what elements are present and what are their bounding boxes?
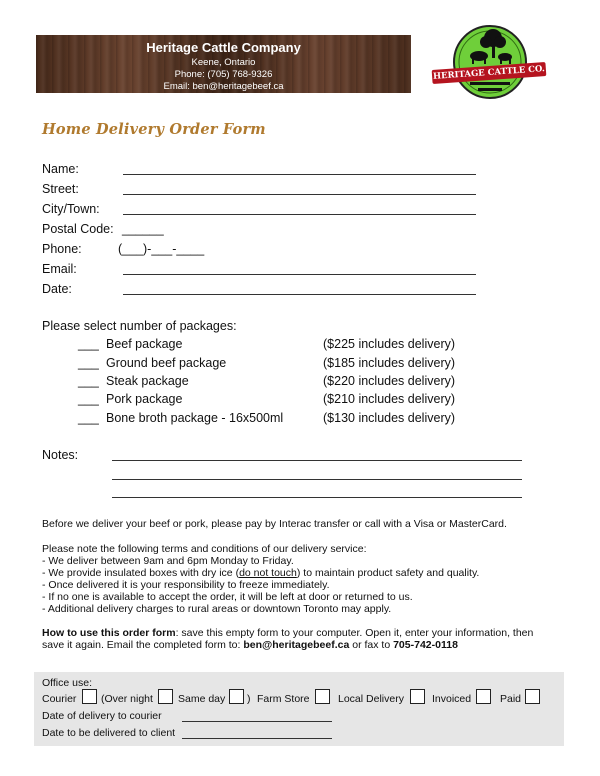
notes-line-1[interactable]: [112, 460, 522, 461]
do-not-touch-note: do not touch: [239, 567, 297, 579]
package-name: Steak package: [106, 374, 189, 388]
close-paren: ): [247, 693, 251, 705]
package-name: Beef package: [106, 337, 183, 351]
city-field[interactable]: [123, 214, 476, 215]
same-day-label: Same day: [178, 693, 226, 705]
courier-label: Courier: [42, 693, 77, 705]
paid-checkbox[interactable]: [525, 689, 540, 704]
package-price: ($225 includes delivery): [323, 337, 456, 351]
postal-code-field[interactable]: ______: [122, 222, 164, 236]
terms-item: [42, 567, 572, 579]
payment-note: Before we deliver your beef or pork, please pay by Interac transfer or call with a Visa or MasterCard.: [42, 518, 507, 530]
howto-email[interactable]: ben@heritagebeef.ca: [243, 639, 350, 651]
courier-checkbox[interactable]: [82, 689, 97, 704]
form-title: Home Delivery Order Form: [42, 121, 266, 138]
email-field[interactable]: [123, 274, 476, 275]
package-quantity-pork[interactable]: ___: [78, 392, 99, 406]
howto-lead: How to use this order form: [42, 627, 176, 639]
package-name: Pork package: [106, 392, 183, 406]
date-label: Date:: [42, 282, 72, 296]
packages-heading: Please select number of packages:: [42, 319, 237, 333]
name-label: Name:: [42, 162, 79, 176]
howto-instructions: [42, 627, 552, 651]
company-name: Heritage Cattle Company: [146, 40, 301, 55]
package-price: ($220 includes delivery): [323, 374, 456, 388]
client-date-field[interactable]: [182, 738, 332, 739]
company-phone: Phone: (705) 768-9326: [174, 69, 273, 80]
header-banner: [36, 35, 411, 93]
street-field[interactable]: [123, 194, 476, 195]
howto-fax: 705-742-0118: [393, 639, 458, 651]
local-delivery-checkbox[interactable]: [410, 689, 425, 704]
notes-line-2[interactable]: [112, 479, 522, 480]
package-name: Ground beef package: [106, 356, 227, 370]
notes-label: Notes:: [42, 448, 79, 462]
client-date-label: Date to be delivered to client: [42, 727, 176, 739]
howto-mid: or fax to: [349, 639, 394, 651]
logo-wordmark: HERITAGE CATTLE CO.: [432, 62, 547, 84]
package-quantity-steak[interactable]: ___: [78, 374, 99, 388]
package-quantity-beef[interactable]: ___: [78, 337, 99, 351]
overnight-checkbox[interactable]: [158, 689, 173, 704]
local-delivery-label: Local Delivery: [338, 693, 404, 705]
company-location: Keene, Ontario: [191, 57, 256, 68]
howto-text: : save this empty form to your computer. Open it, enter your information, then save it again. Email the completed form to:: [42, 627, 534, 651]
overnight-label: (Over night: [101, 693, 153, 705]
courier-date-field[interactable]: [182, 721, 332, 722]
company-email: Email: ben@heritagebeef.ca: [163, 81, 284, 92]
package-price: ($185 includes delivery): [323, 356, 456, 370]
invoiced-label: Invoiced: [432, 693, 472, 705]
terms-item: - Once delivered it is your responsibility to freeze immediately.: [42, 579, 330, 591]
phone-label: Phone:: [42, 242, 82, 256]
paid-label: Paid: [500, 693, 522, 705]
terms-item-text: - We provide insulated boxes with dry ice (: [42, 567, 240, 579]
company-logo: [430, 24, 550, 104]
name-field[interactable]: [123, 174, 476, 175]
date-field[interactable]: [123, 294, 476, 295]
terms-item: - If no one is available to accept the order, it will be left at door or returned to us.: [42, 591, 413, 603]
city-label: City/Town:: [42, 202, 100, 216]
terms-intro: Please note the following terms and conditions of our delivery service:: [42, 543, 367, 555]
terms-item: - We deliver between 9am and 6pm Monday to Friday.: [42, 555, 294, 567]
notes-line-3[interactable]: [112, 497, 522, 498]
farm-store-checkbox[interactable]: [315, 689, 330, 704]
office-use-heading: Office use:: [42, 677, 92, 689]
package-price: ($130 includes delivery): [323, 411, 456, 425]
invoiced-checkbox[interactable]: [476, 689, 491, 704]
street-label: Street:: [42, 182, 79, 196]
farm-store-label: Farm Store: [257, 693, 310, 705]
postal-code-label: Postal Code:: [42, 222, 114, 236]
terms-item-text: ) to maintain product safety and quality.: [296, 567, 480, 579]
package-price: ($210 includes delivery): [323, 392, 456, 406]
package-quantity-ground-beef[interactable]: ___: [78, 356, 99, 370]
package-quantity-bone-broth[interactable]: ___: [78, 411, 99, 425]
office-use-panel: [34, 672, 564, 746]
terms-item: - Additional delivery charges to rural areas or downtown Toronto may apply.: [42, 603, 392, 615]
email-label: Email:: [42, 262, 77, 276]
same-day-checkbox[interactable]: [229, 689, 244, 704]
phone-field[interactable]: (___)-___-____: [118, 242, 205, 256]
courier-date-label: Date of delivery to courier: [42, 710, 162, 722]
package-name: Bone broth package - 16x500ml: [106, 411, 284, 425]
